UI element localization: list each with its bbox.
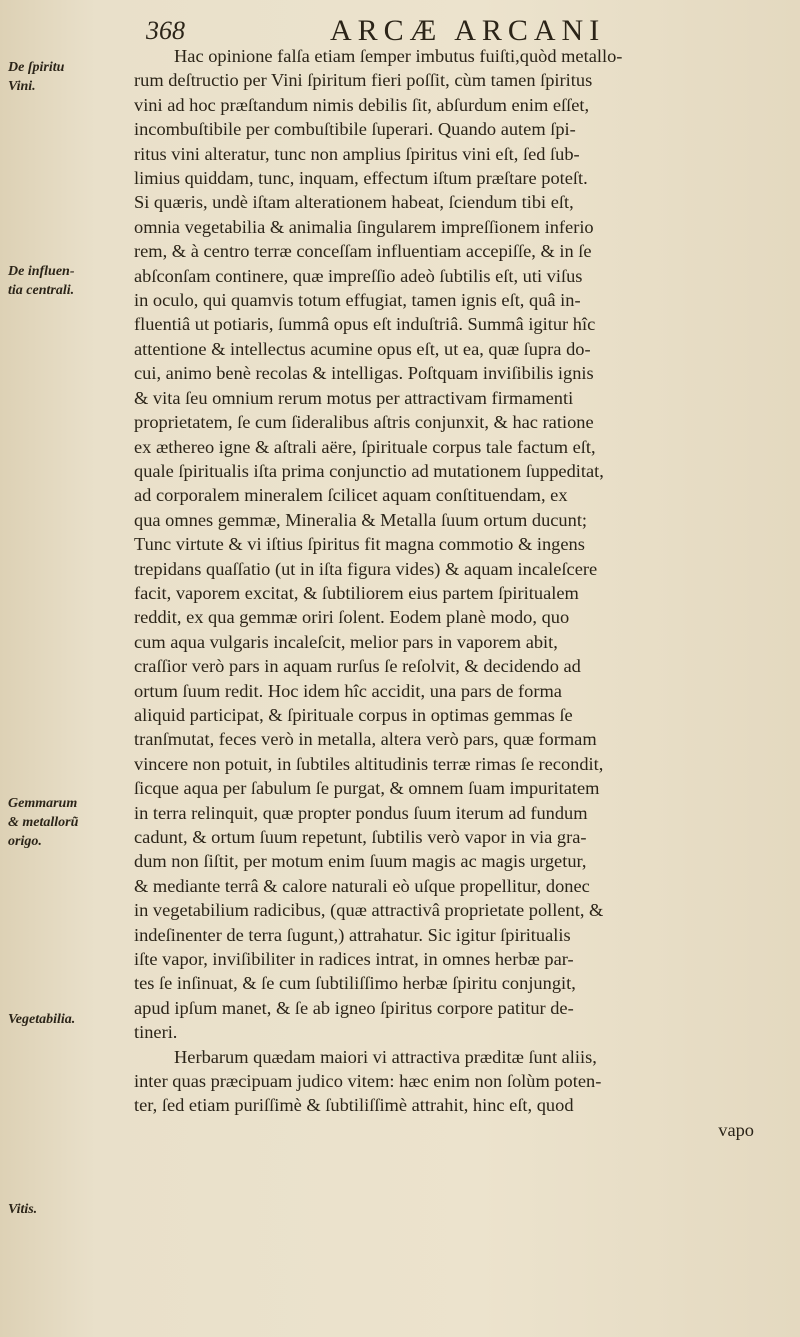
text-line: ter, ſed etiam puriſſimè & ſubtiliſſimè attrahit, hinc eſt, quod [134,1095,574,1116]
text-line: facit, vaporem excitat, & ſubtiliorem eius partem ſpiritualem [134,582,579,603]
margin-note-line: & metallorũ [8,815,79,830]
text-line: cadunt, & ortum ſuum repetunt, ſubtilis verò vapor in via gra- [134,827,587,847]
text-line: tineri. [134,1022,178,1043]
text-line: vini ad hoc præſtandum nimis debilis ſit, abſurdum enim eſſet, [134,94,590,115]
text-line: cum aqua vulgaris incaleſcit, melior pars in vaporem abit, [134,631,558,652]
margin-note-line: Gemmarum [8,796,78,811]
text-line: ortum ſuum redit. Hoc idem hîc accidit, una pars de forma [134,680,562,701]
margin-note-gemmarum-origo [8,794,128,851]
margin-note-line: De influen- [8,264,75,279]
text-line: cui, animo benè recolas & intelligas. Poſtquam inviſibilis ignis [134,363,594,384]
text-line: in terra relinquit, quæ propter pondus ſuum iterum ad fundum [134,802,588,823]
text-line: aliquid participat, & ſpirituale corpus in optimas gemmas ſe [134,704,573,725]
text-line: Hac opinione falſa etiam ſemper imbutus fuiſti,quòd metallo- [174,46,623,66]
margin-note-vegetabilia [8,1010,128,1029]
margin-note-line: Vegetabilia. [8,1012,76,1027]
text-line: fluentiâ ut potiaris, ſummâ opus eſt induſtriâ. Summâ igitur hîc [134,314,596,335]
page-number: 368 [146,16,185,45]
text-line: in vegetabilium radicibus, (quæ attractivâ proprietate pollent, & [134,900,604,921]
text-line: Herbarum quædam maiori vi attractiva præditæ ſunt aliis, [174,1046,597,1067]
margin-note-line: tia centrali. [8,283,75,298]
catchword: vapo [718,1119,754,1140]
text-line: qua omnes gemmæ, Mineralia & Metalla ſuum ortum ducunt; [134,509,588,530]
running-head: ARCÆ ARCANI [330,14,606,47]
text-line: dum non ſiſtit, per motum enim ſuum magis ac magis urgetur, [134,851,587,872]
paragraph-2 [134,1045,794,1118]
text-line: quale ſpiritualis iſta prima conjunctio ad mutationem ſuppeditat, [134,460,604,481]
text-line: tranſmutat, feces verò in metalla, altera verò pars, quæ formam [134,729,597,750]
text-line: & mediante terrâ & calore naturali eò uſque propellitur, donec [134,875,590,896]
margin-note-influentia-centrali [8,262,128,300]
text-line: reddit, ex qua gemmæ oriri ſolent. Eodem planè modo, quo [134,607,570,628]
text-line: & vita ſeu omnium rerum motus per attractivam firmamenti [134,387,574,408]
text-line: attentione & intellectus acumine opus eſt, ut ea, quæ ſupra do- [134,338,591,359]
margin-note-line: origo. [8,834,42,849]
text-line: trepidans quaſſatio (ut in iſta figura vides) & aquam incaleſcere [134,558,598,579]
text-line: craſſior verò pars in aquam rurſus ſe reſolvit, & decidendo ad [134,656,581,677]
text-line: limius quiddam, tunc, inquam, effectum iſtum præſtare poteſt. [134,168,588,189]
text-line: rem, & à centro terræ conceſſam influentiam accepiſſe, & in ſe [134,241,592,262]
margin-note-line: De ſpiritu [8,60,65,75]
text-line: ad corporalem mineralem ſcilicet aquam conſtituendam, ex [134,485,568,506]
margin-notes [0,0,130,1337]
text-line: rum deſtructio per Vini ſpiritum fieri poſſit, cùm tamen ſpiritus [134,70,593,91]
text-line: Tunc virtute & vi iſtius ſpiritus fit magna commotio & ingens [134,534,585,555]
text-line: in oculo, qui quamvis totum effugiat, tamen ignis eſt, quâ in- [134,290,581,311]
text-line: apud ipſum manet, & ſe ab igneo ſpiritus corpore patitur de- [134,997,574,1018]
text-line: ſicque aqua per ſabulum ſe purgat, & omnem ſuam impuritatem [134,778,600,799]
text-line: ex æthereo igne & aſtrali aëre, ſpirituale corpus tale factum eſt, [134,436,596,457]
text-line: inter quas præcipuam judico vitem: hæc enim non ſolùm poten- [134,1071,602,1092]
margin-note-line: Vini. [8,79,36,94]
text-line: iſte vapor, inviſibiliter in radices intrat, in omnes herbæ par- [134,949,574,970]
margin-note-line: Vitis. [8,1202,38,1217]
text-line: omnia vegetabilia & animalia ſingularem impreſſionem inferio [134,216,594,237]
text-line: abſconſam continere, quæ impreſſio adeò ſubtilis eſt, uti viſus [134,265,583,286]
margin-note-spiritu-vini [8,58,128,96]
text-line: incombuſtibile per combuſtibile ſuperari. Quando autem ſpi- [134,119,576,140]
page-header [140,14,790,48]
paragraph-1 [134,44,794,1045]
text-line: indeſinenter de terra ſugunt,) attrahatur. Sic igitur ſpiritualis [134,924,571,945]
text-line: tes ſe inſinuat, & ſe cum ſubtiliſſimo herbæ ſpiritu conjungit, [134,973,576,994]
text-line: Si quæris, undè iſtam alterationem habeat, ſciendum tibi eſt, [134,192,574,213]
text-line: proprietatem, ſe cum ſideralibus aſtris conjunxit, & hac ratione [134,412,594,433]
text-line: vincere non potuit, in ſubtiles altitudinis terræ rimas ſe recondit, [134,753,604,774]
body-text [134,44,794,1142]
text-line: ritus vini alteratur, tunc non amplius ſpiritus vini eſt, ſed ſub- [134,143,580,164]
margin-note-vitis [8,1200,128,1219]
